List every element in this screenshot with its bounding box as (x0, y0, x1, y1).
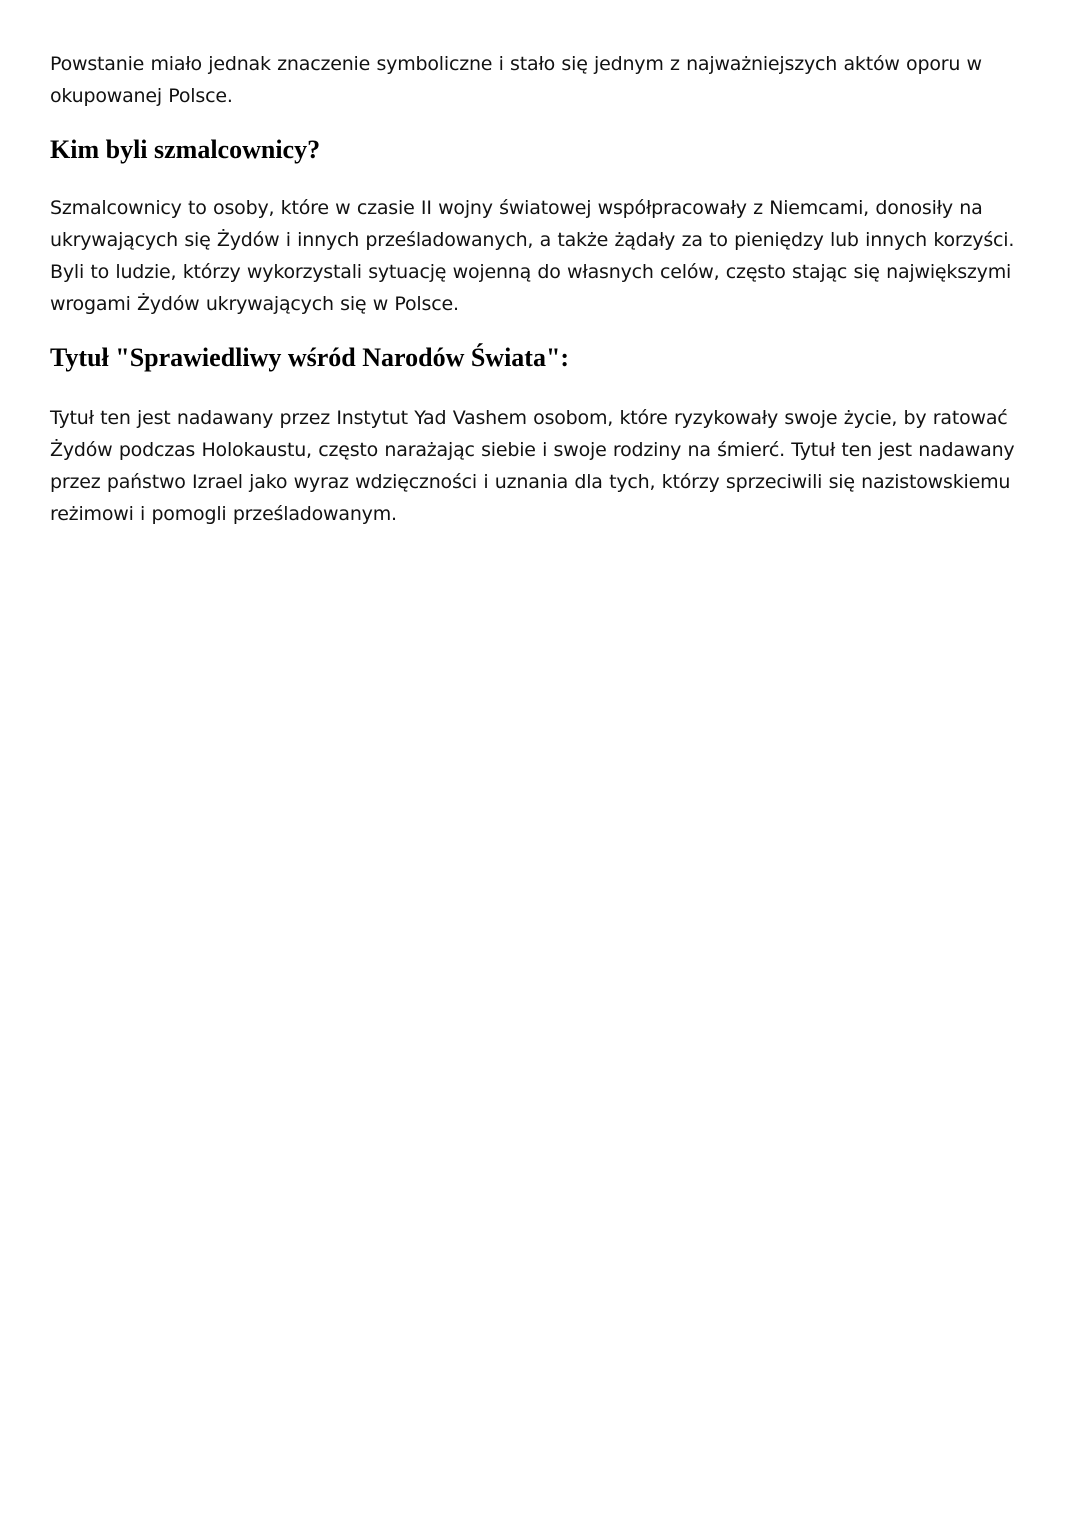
heading-righteous-title: Tytuł "Sprawiedliwy wśród Narodów Świata": (50, 343, 570, 372)
document-page (50, 48, 1020, 530)
paragraph-righteous-title: Tytuł ten jest nadawany przez Instytut Yad Vashem osobom, które ryzykowały swoje życie, by ratować Żydów podczas Holokaustu, często narażając siebie i swoje rodziny na śmierć. Tytuł ten jest nadawany przez państwo Izrael jako wyraz wdzięczności i uznania dla tych, którzy sprzeciwili się nazistowskiemu reżimowi i pomogli prześladowanym. (50, 407, 1015, 525)
paragraph-szmalcownicy: Szmalcownicy to osoby, które w czasie II wojny światowej współpracowały z Niemcami, donosiły na ukrywających się Żydów i innych prześladowanych, a także żądały za to pieniędzy lub innych korzyści. Byli to ludzie, którzy wykorzystali sytuację wojenną do własnych celów, często stając się największymi wrogami Żydów ukrywających się w Polsce. (50, 197, 1015, 315)
heading-szmalcownicy: Kim byli szmalcownicy? (50, 135, 321, 164)
paragraph-uprising-significance: Powstanie miało jednak znaczenie symboliczne i stało się jednym z najważniejszych aktów oporu w okupowanej Polsce. (50, 53, 982, 107)
